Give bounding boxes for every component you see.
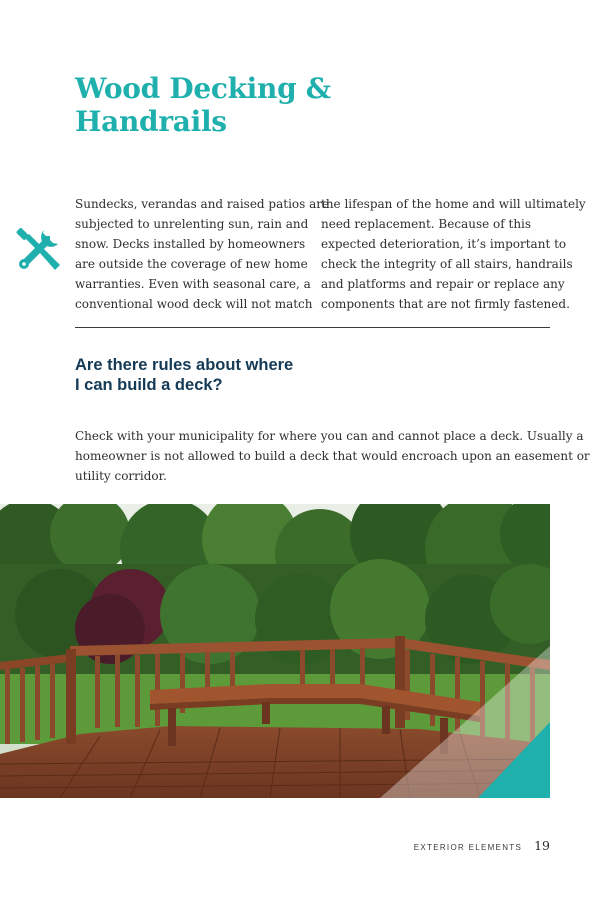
intro-right-line: and platforms and repair or replace any <box>321 277 565 291</box>
wrench-screwdriver-icon <box>16 226 62 272</box>
question-heading <box>75 355 293 395</box>
answer-paragraph <box>75 426 590 486</box>
intro-left-line: warranties. Even with seasonal care, a <box>75 277 311 291</box>
question-heading-line: I can build a deck? <box>75 376 223 394</box>
deck-photo <box>0 504 550 798</box>
intro-right-line: need replacement. Because of this <box>321 217 532 231</box>
intro-right-line: components that are not firmly fastened. <box>321 297 570 311</box>
intro-column-left <box>75 194 330 314</box>
page-title <box>75 72 375 138</box>
answer-line: Check with your municipality for where you can and cannot place a deck. Usually a <box>75 429 584 443</box>
answer-line: homeowner is not allowed to build a deck that would encroach upon an easement or <box>75 449 590 463</box>
intro-left-line: conventional wood deck will not match <box>75 297 313 311</box>
section-divider <box>75 327 550 328</box>
page-number: 19 <box>534 838 550 853</box>
intro-right-line: check the integrity of all stairs, handrails <box>321 257 573 271</box>
intro-left-line: Sundecks, verandas and raised patios are <box>75 197 330 211</box>
footer-section-label: EXTERIOR ELEMENTS <box>413 843 523 852</box>
answer-line: utility corridor. <box>75 469 167 483</box>
intro-column-right <box>321 194 586 314</box>
intro-left-line: are outside the coverage of new home <box>75 257 308 271</box>
page-footer <box>414 838 550 853</box>
intro-right-line: expected deterioration, it’s important to <box>321 237 567 251</box>
page-title-line-1: Wood Decking & <box>75 72 331 105</box>
intro-right-line: the lifespan of the home and will ultimately <box>321 197 586 211</box>
question-heading-line: Are there rules about where <box>75 356 294 374</box>
intro-left-line: subjected to unrelenting sun, rain and <box>75 217 309 231</box>
intro-left-line: snow. Decks installed by homeowners <box>75 237 306 251</box>
page-title-line-2: Handrails <box>75 105 227 138</box>
